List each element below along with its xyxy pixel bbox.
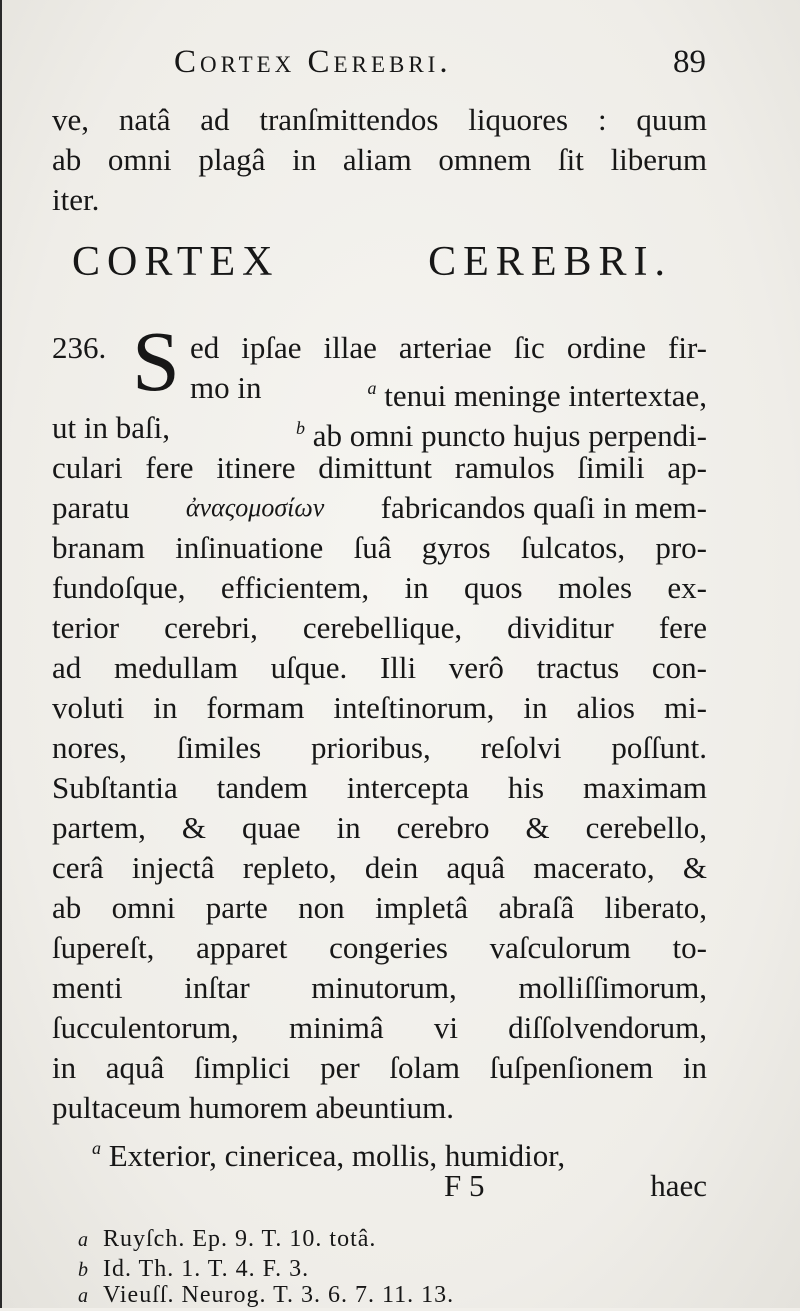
text-fragment: ab omni puncto hujus perpendi- bbox=[312, 418, 707, 453]
catchword: haec bbox=[650, 1168, 707, 1203]
text-line: ab omni parte non impletâ abraſâ liberato, bbox=[52, 890, 707, 925]
text-line: cerâ injectâ repleto, dein aquâ macerato, & bbox=[52, 850, 707, 885]
paragraph-number: 236. bbox=[52, 330, 107, 365]
text-line: ad medullam uſque. Illi verô tractus con- bbox=[52, 650, 707, 685]
carry-over-line: ve, natâ ad tranſmittendos liquores : quum bbox=[52, 102, 707, 137]
section-title: CORTEX CEREBRI. bbox=[72, 239, 672, 285]
footnote-mark: a bbox=[78, 1285, 89, 1307]
footnote-text: Vieuſſ. Neurog. T. 3. 6. 7. 11. 13. bbox=[103, 1282, 455, 1308]
footnote bbox=[78, 1224, 376, 1255]
text-line: voluti in formam inteſtinorum, in alios mi- bbox=[52, 690, 707, 725]
text-line bbox=[52, 488, 707, 528]
footnote bbox=[78, 1280, 454, 1311]
text-fragment: fabricandos quaſi in mem- bbox=[380, 490, 707, 525]
text-line: ſucculentorum, minimâ vi diſſolvendorum, bbox=[52, 1010, 707, 1045]
greek-word: ἀναςομοσίων bbox=[185, 493, 325, 522]
annotation-text: Exterior, cinericea, mollis, humidior, bbox=[108, 1138, 566, 1173]
text-fragment: ut in baſi, bbox=[52, 410, 170, 445]
text-line: partem, & quae in cerebro & cerebello, bbox=[52, 810, 707, 845]
footnote-mark: a bbox=[78, 1229, 89, 1251]
text-line: fundoſque, efficientem, in quos moles ex- bbox=[52, 570, 707, 605]
carry-over-line: iter. bbox=[52, 182, 100, 217]
footnote-marker: a bbox=[92, 1138, 101, 1158]
signature-mark: F 5 bbox=[444, 1168, 485, 1203]
text-fragment: mo in bbox=[190, 370, 262, 405]
text-line: ſupereſt, apparet congeries vaſculorum to- bbox=[52, 930, 707, 965]
text-line: ed ipſae illae arteriae ſic ordine fir- bbox=[190, 330, 707, 365]
page-number: 89 bbox=[673, 44, 706, 80]
signature-line bbox=[52, 1168, 707, 1208]
text-fragment: paratu bbox=[52, 490, 130, 525]
running-title: Cortex Cerebri. bbox=[174, 44, 452, 80]
running-head bbox=[54, 40, 706, 90]
text-line: menti inſtar minutorum, molliſſimorum, bbox=[52, 970, 707, 1005]
text-fragment: tenui meninge intertextae, bbox=[384, 378, 707, 413]
text-line: nores, ſimiles prioribus, reſolvi poſſunt. bbox=[52, 730, 707, 765]
text-line: branam inſinuatione ſuâ gyros ſulcatos, pro- bbox=[52, 530, 707, 565]
text-line: Subſtantia tandem intercepta his maximam bbox=[52, 770, 707, 805]
footnote-marker: b bbox=[295, 418, 305, 438]
text-line: culari fere itinere dimittunt ramulos ſimili ap- bbox=[52, 450, 707, 485]
text-line: pultaceum humorem abeuntium. bbox=[52, 1090, 455, 1125]
footnote-mark: b bbox=[78, 1259, 89, 1281]
text-line: in aquâ ſimplici per ſolam ſuſpenſionem in bbox=[52, 1050, 707, 1085]
footnote-text: Ruyſch. Ep. 9. T. 10. totâ. bbox=[103, 1226, 377, 1252]
text-line: terior cerebri, cerebellique, dividitur fere bbox=[52, 610, 707, 645]
carry-over-line: ab omni plagâ in aliam omnem ſit liberum bbox=[52, 142, 707, 177]
footnote-marker: a bbox=[367, 378, 377, 398]
footnote-text: Id. Th. 1. T. 4. F. 3. bbox=[103, 1256, 310, 1282]
drop-cap: S bbox=[132, 313, 180, 409]
